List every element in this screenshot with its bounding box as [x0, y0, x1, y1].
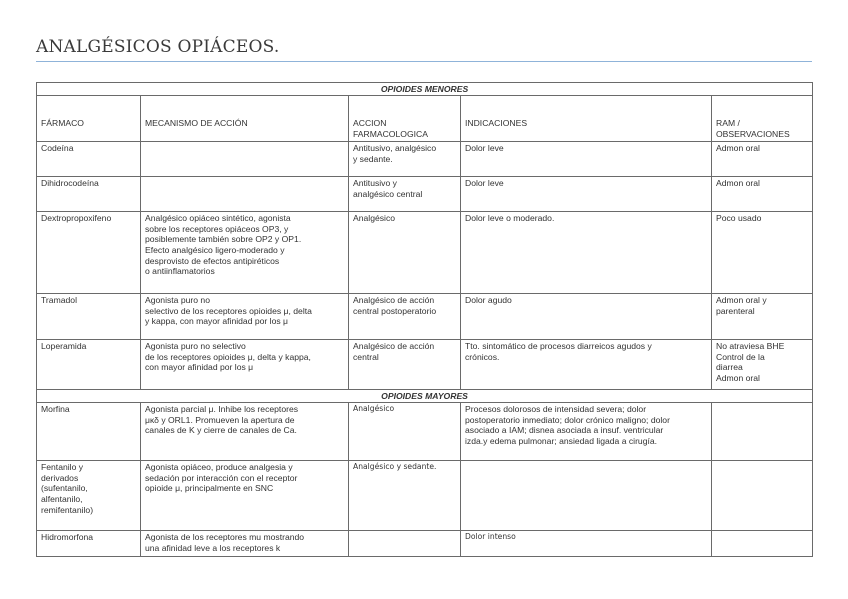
cell-line: crónicos.	[465, 351, 500, 362]
cell-line: sobre los receptores opiáceos OP3, y	[145, 223, 289, 234]
cell-mecanismo	[141, 294, 349, 340]
cell-line: postoperatorio inmediato; dolor crónico maligno; dolor	[465, 414, 670, 425]
cell-line: Agonista opiáceo, produce analgesia y	[145, 462, 293, 473]
cell-ram	[712, 531, 813, 557]
cell-line: diarrea	[716, 362, 743, 373]
cell-line: una afinidad leve a los receptores k	[145, 542, 281, 553]
cell-line: No atraviesa BHE	[716, 341, 785, 352]
cell-line: Admon oral	[716, 178, 760, 189]
mayores-row	[37, 403, 813, 461]
cell-line: canales de K y cierre de canales de Ca.	[145, 425, 297, 436]
cell-mecanismo	[141, 403, 349, 461]
cell-line: Analgésico	[353, 404, 395, 414]
cell-line: Dextropropoxifeno	[41, 213, 112, 224]
cell-accion	[349, 294, 461, 340]
cell-line: Analgésico de acción	[353, 295, 435, 306]
cell-ram	[712, 403, 813, 461]
mayores-row	[37, 461, 813, 531]
header-ram	[712, 96, 813, 142]
header-mecanismo-text: MECANISMO DE ACCIÓN	[145, 118, 248, 128]
cell-mecanismo	[141, 142, 349, 177]
cell-line: Dolor intenso	[465, 532, 516, 542]
cell-line: sedación por interacción con el receptor	[145, 472, 298, 483]
cell-indicaciones	[461, 177, 712, 212]
cell-line: Codeína	[41, 143, 74, 154]
cell-line: opioide μ, principalmente en SNC	[145, 483, 274, 494]
cell-line: desprovisto de efectos antipiréticos	[145, 255, 280, 266]
header-indicaciones-text: INDICACIONES	[465, 118, 528, 128]
cell-line: Dolor leve	[465, 143, 504, 154]
mayores-row	[37, 531, 813, 557]
cell-mecanismo	[141, 461, 349, 531]
menores-row	[37, 177, 813, 212]
cell-farmaco	[37, 461, 141, 531]
section-title-mayores: OPIOIDES MAYORES	[37, 390, 813, 403]
cell-line: Analgésico opiáceo sintético, agonista	[145, 213, 291, 224]
cell-line: de los receptores opioides μ, delta y kappa,	[145, 351, 311, 362]
cell-line: Procesos dolorosos de intensidad severa; dolor	[465, 404, 647, 415]
cell-accion	[349, 461, 461, 531]
cell-line: y sedante.	[353, 153, 393, 164]
cell-line: parenteral	[716, 305, 755, 316]
cell-line: (sufentanilo,	[41, 483, 88, 494]
cell-accion	[349, 177, 461, 212]
cell-line: Analgésico de acción	[353, 341, 435, 352]
cell-accion	[349, 142, 461, 177]
cell-line: Antitusivo, analgésico	[353, 143, 437, 154]
section-title-menores: OPIOIDES MENORES	[37, 83, 813, 96]
cell-line: remifentanilo)	[41, 504, 94, 515]
cell-ram	[712, 340, 813, 390]
cell-line: o antiinflamatorios	[145, 266, 215, 277]
cell-line: izda.y edema pulmonar; ansiedad ligada a cirugía.	[465, 435, 658, 446]
cell-line: selectivo de los receptores opioides μ, delta	[145, 305, 312, 316]
header-accion-line-1: ACCION	[353, 118, 387, 128]
header-accion-line-2: FARMACOLOGICA	[353, 128, 428, 139]
cell-line: Agonista parcial μ. Inhibe los receptores	[145, 404, 299, 415]
cell-line: Dihidrocodeína	[41, 178, 99, 189]
section-row-mayores	[37, 390, 813, 403]
cell-indicaciones	[461, 531, 712, 557]
cell-line: Tto. sintomático de procesos diarreicos agudos y	[465, 341, 652, 352]
header-indicaciones	[461, 96, 712, 142]
header-ram-line-1: RAM /	[716, 118, 740, 128]
cell-line: analgésico central	[353, 188, 423, 199]
menores-body	[37, 142, 813, 390]
cell-line: Dolor leve o moderado.	[465, 213, 555, 224]
menores-row	[37, 340, 813, 390]
cell-line: Dolor agudo	[465, 295, 512, 306]
cell-line: Poco usado	[716, 213, 762, 224]
cell-line: Admon oral	[716, 143, 760, 154]
menores-row	[37, 142, 813, 177]
cell-indicaciones	[461, 212, 712, 294]
cell-line: posiblemente también sobre OP2 y OP1.	[145, 234, 302, 245]
cell-line: Hidromorfona	[41, 532, 94, 543]
cell-accion	[349, 403, 461, 461]
cell-line: Antitusivo y	[353, 178, 397, 189]
cell-indicaciones	[461, 294, 712, 340]
header-row	[37, 96, 813, 142]
cell-mecanismo	[141, 531, 349, 557]
cell-ram	[712, 177, 813, 212]
section-row-menores	[37, 83, 813, 96]
cell-line: Admon oral y	[716, 295, 767, 306]
cell-line: Morfina	[41, 404, 70, 415]
mayores-body	[37, 403, 813, 557]
cell-farmaco	[37, 212, 141, 294]
cell-line: Agonista puro no	[145, 295, 210, 306]
cell-farmaco	[37, 142, 141, 177]
header-mecanismo	[141, 96, 349, 142]
cell-line: Tramadol	[41, 295, 77, 306]
cell-line: asociado a IAM; disnea asociada a insuf. ventricular	[465, 425, 664, 436]
title-underline	[36, 61, 812, 62]
cell-farmaco	[37, 403, 141, 461]
menores-row	[37, 294, 813, 340]
cell-line: Control de la	[716, 351, 765, 362]
cell-line: Dolor leve	[465, 178, 504, 189]
cell-ram	[712, 142, 813, 177]
cell-accion	[349, 340, 461, 390]
cell-mecanismo	[141, 177, 349, 212]
cell-accion	[349, 531, 461, 557]
cell-line: central	[353, 351, 379, 362]
cell-indicaciones	[461, 461, 712, 531]
cell-farmaco	[37, 340, 141, 390]
cell-accion	[349, 212, 461, 294]
header-farmaco	[37, 96, 141, 142]
cell-farmaco	[37, 177, 141, 212]
header-farmaco-text: FÁRMACO	[41, 118, 84, 128]
cell-mecanismo	[141, 212, 349, 294]
header-accion	[349, 96, 461, 142]
cell-line: Analgésico y sedante.	[353, 462, 437, 472]
cell-line: alfentanilo,	[41, 493, 83, 504]
cell-line: con mayor afinidad por los μ	[145, 362, 254, 373]
cell-indicaciones	[461, 403, 712, 461]
cell-farmaco	[37, 531, 141, 557]
cell-line: Agonista puro no selectivo	[145, 341, 246, 352]
cell-mecanismo	[141, 340, 349, 390]
cell-line: Fentanilo y	[41, 462, 84, 473]
cell-line: Efecto analgésico ligero-moderado y	[145, 244, 285, 255]
cell-line: derivados	[41, 472, 79, 483]
cell-line: Loperamida	[41, 341, 87, 352]
cell-line: central postoperatorio	[353, 305, 437, 316]
cell-line: μκδ y ORL1. Promueven la apertura de	[145, 414, 295, 425]
cell-line: Admon oral	[716, 372, 760, 383]
cell-ram	[712, 294, 813, 340]
opioids-table	[36, 82, 813, 557]
cell-line: Agonista de los receptores mu mostrando	[145, 532, 305, 543]
cell-line: Analgésico	[353, 213, 396, 224]
cell-farmaco	[37, 294, 141, 340]
page-title: ANALGÉSICOS OPIÁCEOS.	[36, 37, 280, 57]
cell-ram	[712, 212, 813, 294]
cell-indicaciones	[461, 142, 712, 177]
header-ram-line-2: OBSERVACIONES	[716, 128, 790, 139]
cell-indicaciones	[461, 340, 712, 390]
menores-row	[37, 212, 813, 294]
cell-ram	[712, 461, 813, 531]
cell-line: y kappa, con mayor afinidad por los μ	[145, 316, 289, 327]
